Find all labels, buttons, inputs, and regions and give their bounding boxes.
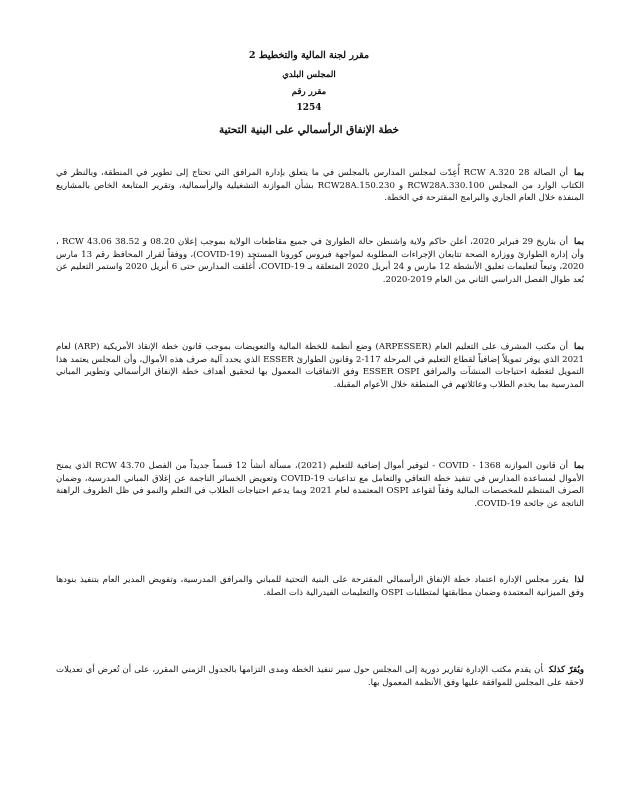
paragraph-5 bbox=[56, 574, 584, 599]
paragraph-3-text: أن مكتب المشرف على التعليم العام (ARPESSER) وضع أنظمة للخطة المالية والتعويضات بموجب قانون خطة الإنقاذ الأمريكية (ARP) لعام 2021 الذي يوفر تمويلاً إضافياً لقطاع التعليم في المرحلة 117-2 وقانون الطوارئ ESSER الذي يحدد آلية صرف هذه الأموال، وأن المجلس يعتمد هذا التمويل لتغطية احتياجات المنشآت والمرافق ESSER OSPI وفق الاتفاقيات المعمول بها لتحقيق أهداف خطة الإنفاق الرأسمالي وتطوير المباني المدرسية بما يخدم الطلاب وعائلاتهم في المنطقة خلال الأعوام المقبلة. bbox=[56, 342, 585, 391]
paragraph-5-text: يقرر مجلس الإدارة اعتماد خطة الإنفاق الرأسمالي المقترحة على البنية التحتية للمباني والمرافق المدرسية، وتفويض المدير العام بتنفيذ بنودها وفق الميزانية المعتمدة وضمان مطابقتها لمتطلبات OSPI والتعليمات الفيدرالية ذات الصلة. bbox=[56, 575, 584, 598]
paragraph-2-text: أن بتاريخ 29 فبراير 2020، أعلن حاكم ولاية واشنطن حالة الطوارئ في جميع مقاطعات الولاية بموجب إعلان 08.20 و 38.52 RCW 43.06 ، وأن إدارة الطوارئ ووزارة الصحة تتابعان الإجراءات المطلوبة لمواجهة فيروس كورونا المستجد (COVID-19)، ووفقاً لقرار المحافظ رقم 13 مارس 2020، وتبعاً لتعليمات تعليق الأنشطة 12 مارس و 24 أبريل 2020 المتعلقة بـ COVID-19، أُغلقت المدارس حتى 6 أبريل 2020 واستمر التعليم عن بُعد طوال الفصل الدراسي الثاني من العام 2019-2020. bbox=[56, 237, 584, 286]
paragraph-2-marker: بما bbox=[574, 237, 584, 247]
paragraph-1 bbox=[56, 167, 584, 205]
paragraph-4-text: أن قانون الموازنة 1368 - COVID - لتوفير أموال إضافية للتعليم (2021)، مسألة أنشأ 12 قسماً جديداً من الفصل RCW 43.70 الذي يمنح الأموال لمساعدة المدارس في تنفيذ خطة التعافي والتعامل مع تداعيات COVID-19 وتعويض الخسائر الناجمة عن إغلاق المباني المدرسية، وضمان الصرف المنتظم للمخصصات المالية وفقاً لقواعد OSPI المعتمدة لعام 2021 وبما يدعم احتياجات الطلاب في التعلم والنمو في ظل الظروف الراهنة الناتجة عن جائحة COVID-19. bbox=[56, 461, 584, 510]
paragraph-1-marker: بما bbox=[574, 168, 585, 178]
paragraph-2 bbox=[56, 236, 584, 287]
header-line-1: مقرر لجنة المالية والتخطيط 2 bbox=[248, 50, 370, 61]
document-title: خطة الإنفاق الرأسمالي على البنية التحتية bbox=[218, 124, 400, 136]
paragraph-4 bbox=[56, 460, 584, 511]
header-line-2: المجلس البلدي bbox=[282, 70, 336, 80]
paragraph-3-marker: بما bbox=[574, 342, 584, 352]
header-line-3: مقرر رقم bbox=[291, 87, 327, 97]
paragraph-6-text: أن يقدم مكتب الإدارة تقارير دورية إلى المجلس حول سير تنفيذ الخطة ومدى التزامها بالجدول الزمني المقرر، على أن تُعرض أي تعديلات لاحقة على المجلس للموافقة عليها وفق الأنظمة المعمول بها. bbox=[56, 665, 584, 688]
paragraph-5-marker: لذا bbox=[574, 575, 584, 585]
paragraph-4-marker: بما bbox=[574, 461, 585, 471]
paragraph-6 bbox=[56, 664, 584, 689]
paragraph-6-marker: ويُقرّ كذلك bbox=[549, 665, 584, 675]
paragraph-3 bbox=[56, 341, 584, 392]
paragraph-1-text: أن الصالة 28 RCW A.320 أُعِدّت لمجلس المدارس بالمجلس في ما يتعلق بإدارة المرافق التي تحتاج إلى تطوير في المنطقة، وبالنظر في الكتاب الوارد من المجلس RCW28A.330.100 و RCW28A.150.230 بشأن الموازنة التشغيلية والرأسمالية، وتقرير المتابعة الخاص بالمشاريع المنفذة خلال العام الجاري والبرامج المقترحة في الخطة. bbox=[56, 168, 584, 204]
resolution-number: 1254 bbox=[296, 103, 322, 113]
